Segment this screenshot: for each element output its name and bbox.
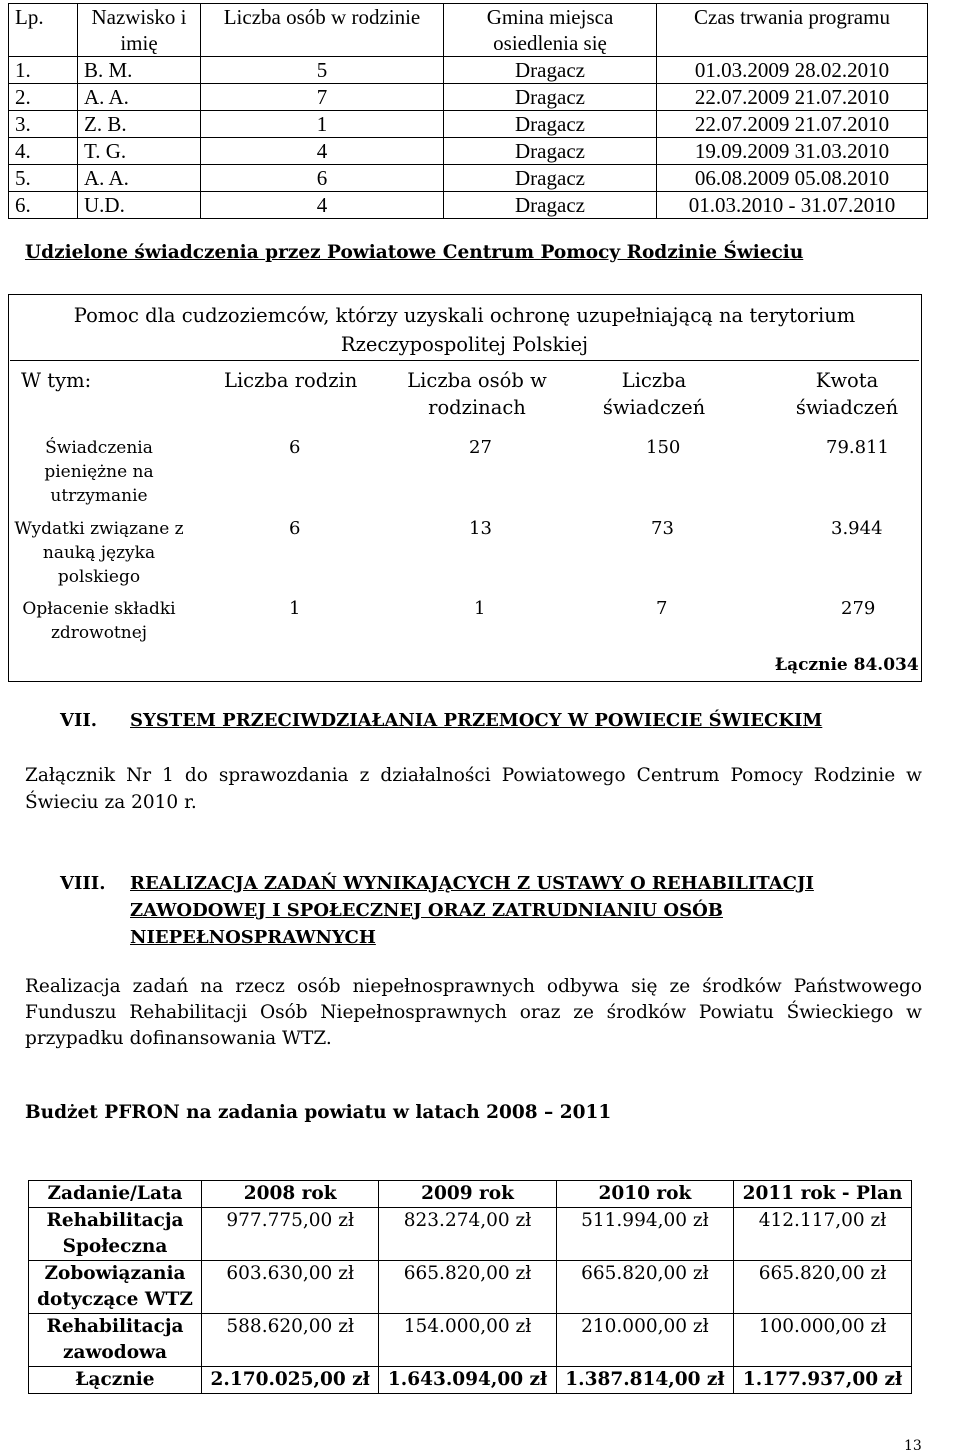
budget-total-value: 2.170.025,00 zł xyxy=(202,1367,379,1394)
table-row xyxy=(9,57,928,84)
budget-value: 665.820,00 zł xyxy=(734,1261,912,1314)
cell-count: 7 xyxy=(201,84,444,111)
budget-table xyxy=(28,1180,912,1394)
budget-header-2010: 2010 rok xyxy=(556,1181,733,1208)
cell-name: A. A. xyxy=(78,84,201,111)
aid-header-liczba-osob-line2: rodzinach xyxy=(428,396,526,419)
budget-task: Rehabilitacja zawodowa xyxy=(29,1314,202,1367)
cell-count: 4 xyxy=(201,138,444,165)
cell-gmina: Dragacz xyxy=(444,57,657,84)
aid-row-label-line: utrzymanie xyxy=(50,486,148,506)
cell-name: Z. B. xyxy=(78,111,201,138)
cell-gmina: Dragacz xyxy=(444,111,657,138)
table-row xyxy=(29,1208,912,1261)
foreigners-aid-box xyxy=(8,294,922,682)
aid-box-title-line1: Pomoc dla cudzoziemców, którzy uzyskali ochronę uzupełniającą na terytorium xyxy=(73,304,856,327)
aid-row-label xyxy=(14,597,184,645)
table-row xyxy=(9,165,928,192)
cell-count: 5 xyxy=(201,57,444,84)
section-vii-number: VII. xyxy=(60,710,98,731)
budget-value: 588.620,00 zł xyxy=(202,1314,379,1367)
aid-row-label-line: nauką języka xyxy=(42,543,156,563)
cell-period: 22.07.2009 21.07.2010 xyxy=(657,111,928,138)
aid-header-liczba-osob xyxy=(397,367,557,421)
cell-gmina: Dragacz xyxy=(444,192,657,219)
budget-header-zadanie: Zadanie/Lata xyxy=(29,1181,202,1208)
cell-lp: 4. xyxy=(9,138,78,165)
cell-lp: 2. xyxy=(9,84,78,111)
aid-cell-swiadczen: 7 xyxy=(656,598,668,619)
aid-row-label-line: Wydatki związane z xyxy=(14,519,184,539)
cell-name: U.D. xyxy=(78,192,201,219)
cell-period: 01.03.2010 - 31.07.2010 xyxy=(657,192,928,219)
aid-total: Łącznie 84.034 xyxy=(775,655,919,675)
cell-period: 19.09.2009 31.03.2010 xyxy=(657,138,928,165)
aid-header-liczba-swiadczen-line2: świadczeń xyxy=(602,396,706,419)
cell-lp: 1. xyxy=(9,57,78,84)
aid-header-liczba-osob-line1: Liczba osób w xyxy=(407,369,547,392)
budget-value: 154.000,00 zł xyxy=(379,1314,556,1367)
budget-value: 210.000,00 zł xyxy=(556,1314,733,1367)
aid-row-label-line: polskiego xyxy=(57,567,141,587)
budget-header-2008: 2008 rok xyxy=(202,1181,379,1208)
table-row xyxy=(9,192,928,219)
budget-value: 511.994,00 zł xyxy=(556,1208,733,1261)
aid-header-liczba-rodzin: Liczba rodzin xyxy=(224,369,358,392)
budget-task: Zobowiązania dotyczące WTZ xyxy=(29,1261,202,1314)
section-viii-title: REALIZACJA ZADAŃ WYNIKAJĄCYCH Z USTAWY O REHABILITACJI ZAWODOWEJ I SPOŁECZNEJ ORAZ ZATRUDNIANIU OSÓB NIEPEŁNOSPRAWNYCH xyxy=(130,873,814,948)
aid-cell-rodzin: 6 xyxy=(289,437,301,458)
budget-header-row xyxy=(29,1181,912,1208)
aid-header-kwota-line2: świadczeń xyxy=(795,396,899,419)
aid-cell-osob: 13 xyxy=(469,518,492,539)
budget-task: Rehabilitacja Społeczna xyxy=(29,1208,202,1261)
participants-header-row xyxy=(9,4,928,57)
aid-box-title-line2: Rzeczypospolitej Polskiej xyxy=(340,333,589,356)
budget-value: 665.820,00 zł xyxy=(379,1261,556,1314)
cell-name: T. G. xyxy=(78,138,201,165)
cell-gmina: Dragacz xyxy=(444,84,657,111)
aid-cell-swiadczen: 73 xyxy=(651,518,674,539)
section-heading-benefits: Udzielone świadczenia przez Powiatowe Centrum Pomocy Rodzinie Świeciu xyxy=(25,242,804,263)
budget-value: 665.820,00 zł xyxy=(556,1261,733,1314)
budget-title: Budżet PFRON na zadania powiatu w latach 2008 – 2011 xyxy=(25,1102,612,1123)
table-row xyxy=(29,1314,912,1367)
aid-row-label xyxy=(14,436,184,508)
aid-cell-osob: 1 xyxy=(474,598,486,619)
budget-value: 977.775,00 zł xyxy=(202,1208,379,1261)
cell-period: 22.07.2009 21.07.2010 xyxy=(657,84,928,111)
cell-count: 6 xyxy=(201,165,444,192)
aid-cell-kwota: 79.811 xyxy=(826,437,889,458)
table-row xyxy=(9,84,928,111)
page-number: 13 xyxy=(904,1438,922,1454)
budget-header-2009: 2009 rok xyxy=(379,1181,556,1208)
aid-box-title xyxy=(10,295,919,361)
section-viii-number: VIII. xyxy=(60,873,106,894)
cell-lp: 5. xyxy=(9,165,78,192)
cell-name: B. M. xyxy=(78,57,201,84)
aid-row-label-line: Świadczenia xyxy=(45,438,153,458)
cell-period: 01.03.2009 28.02.2010 xyxy=(657,57,928,84)
budget-total-value: 1.643.094,00 zł xyxy=(379,1367,556,1394)
cell-gmina: Dragacz xyxy=(444,165,657,192)
cell-count: 4 xyxy=(201,192,444,219)
cell-lp: 6. xyxy=(9,192,78,219)
aid-cell-kwota: 3.944 xyxy=(831,518,883,539)
aid-header-kwota xyxy=(787,367,907,421)
header-liczba-osob: Liczba osób w rodzinie xyxy=(201,4,444,57)
budget-total-row xyxy=(29,1367,912,1394)
header-czas: Czas trwania programu xyxy=(657,4,928,57)
cell-count: 1 xyxy=(201,111,444,138)
participants-table xyxy=(8,3,928,219)
aid-header-liczba-swiadczen xyxy=(594,367,714,421)
budget-total-label: Łącznie xyxy=(29,1367,202,1394)
aid-row-label-line: zdrowotnej xyxy=(50,623,148,643)
budget-value: 100.000,00 zł xyxy=(734,1314,912,1367)
aid-row-label-line: pieniężne na xyxy=(44,462,154,482)
cell-period: 06.08.2009 05.08.2010 xyxy=(657,165,928,192)
budget-value: 412.117,00 zł xyxy=(734,1208,912,1261)
header-nazwisko: Nazwisko i imię xyxy=(78,4,201,57)
aid-row-label-line: Opłacenie składki xyxy=(22,599,176,619)
aid-row-label xyxy=(14,517,184,589)
header-gmina: Gmina miejsca osiedlenia się xyxy=(444,4,657,57)
aid-header-kwota-line1: Kwota xyxy=(815,369,879,392)
budget-value: 603.630,00 zł xyxy=(202,1261,379,1314)
budget-total-value: 1.387.814,00 zł xyxy=(556,1367,733,1394)
budget-value: 823.274,00 zł xyxy=(379,1208,556,1261)
table-row xyxy=(9,138,928,165)
section-vii-title: SYSTEM PRZECIWDZIAŁANIA PRZEMOCY W POWIECIE ŚWIECKIM xyxy=(130,710,823,731)
aid-cell-rodzin: 6 xyxy=(289,518,301,539)
cell-lp: 3. xyxy=(9,111,78,138)
cell-name: A. A. xyxy=(78,165,201,192)
aid-cell-kwota: 279 xyxy=(841,598,876,619)
aid-cell-swiadczen: 150 xyxy=(646,437,681,458)
pfron-paragraph: Realizacja zadań na rzecz osób niepełnosprawnych odbywa się ze środków Państwowego Funduszu Rehabilitacji Osób Niepełnosprawnych oraz ze środków Powiatu Świeckiego w przypadku dofinansowania WTZ. xyxy=(25,976,922,1049)
annex-note: Załącznik Nr 1 do sprawozdania z działalności Powiatowego Centrum Pomocy Rodzinie w Świeciu za 2010 r. xyxy=(25,765,922,813)
budget-header-2011: 2011 rok - Plan xyxy=(734,1181,912,1208)
table-row xyxy=(29,1261,912,1314)
aid-header-liczba-swiadczen-line1: Liczba xyxy=(621,369,687,392)
aid-cell-osob: 27 xyxy=(469,437,492,458)
header-lp: Lp. xyxy=(9,4,78,57)
budget-total-value: 1.177.937,00 zł xyxy=(734,1367,912,1394)
aid-header-w-tym: W tym: xyxy=(21,369,92,392)
cell-gmina: Dragacz xyxy=(444,138,657,165)
table-row xyxy=(9,111,928,138)
aid-cell-rodzin: 1 xyxy=(289,598,301,619)
